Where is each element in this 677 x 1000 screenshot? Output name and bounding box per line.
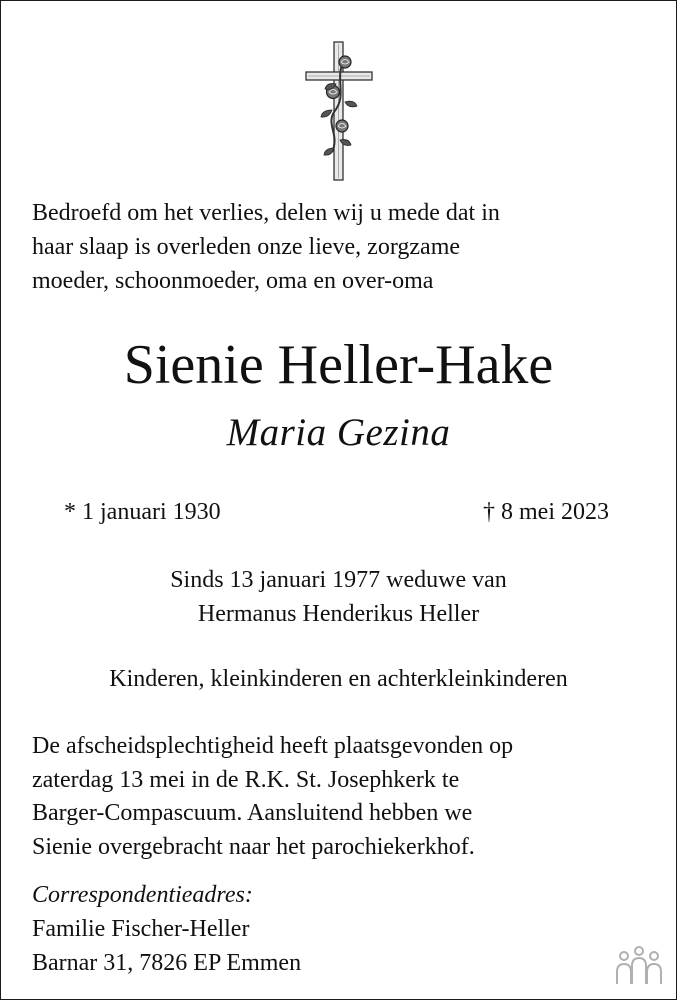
widow-line: Hermanus Henderikus Heller xyxy=(197,601,480,627)
intro-line: Bedroefd om het verlies, delen wij u mede dat in xyxy=(32,200,500,226)
cross-with-roses-icon xyxy=(304,40,374,182)
correspondence-block xyxy=(32,878,532,980)
given-names: Maria Gezina xyxy=(226,411,451,454)
family-signature: Kinderen, kleinkinderen en achterkleinkinderen xyxy=(109,666,568,692)
ceremony-line: Barger-Compascuum. Aansluitend hebben we xyxy=(32,800,473,826)
correspondence-name: Familie Fischer-Heller xyxy=(32,916,250,942)
intro-line: moeder, schoonmoeder, oma en over-oma xyxy=(32,268,434,294)
people-group-icon xyxy=(614,944,664,988)
ceremony-line: De afscheidsplechtigheid heeft plaatsgevonden op xyxy=(32,733,514,759)
ceremony-line: zaterdag 13 mei in de R.K. St. Josephkerk te xyxy=(32,766,460,793)
correspondence-label: Correspondentieadres: xyxy=(32,882,253,908)
widow-line: Sinds 13 januari 1977 weduwe van xyxy=(170,567,507,593)
intro-text xyxy=(32,196,652,298)
widow-text xyxy=(0,563,677,631)
ceremony-line: Sienie overgebracht naar het parochiekerkhof. xyxy=(32,833,475,860)
correspondence-address: Barnar 31, 7826 EP Emmen xyxy=(32,950,302,976)
ceremony-text xyxy=(32,730,662,864)
death-date: † 8 mei 2023 xyxy=(483,499,609,525)
birth-date: * 1 januari 1930 xyxy=(64,499,221,525)
deceased-name: Sienie Heller-Hake xyxy=(123,334,554,396)
intro-line: haar slaap is overleden onze lieve, zorgzame xyxy=(32,234,461,260)
